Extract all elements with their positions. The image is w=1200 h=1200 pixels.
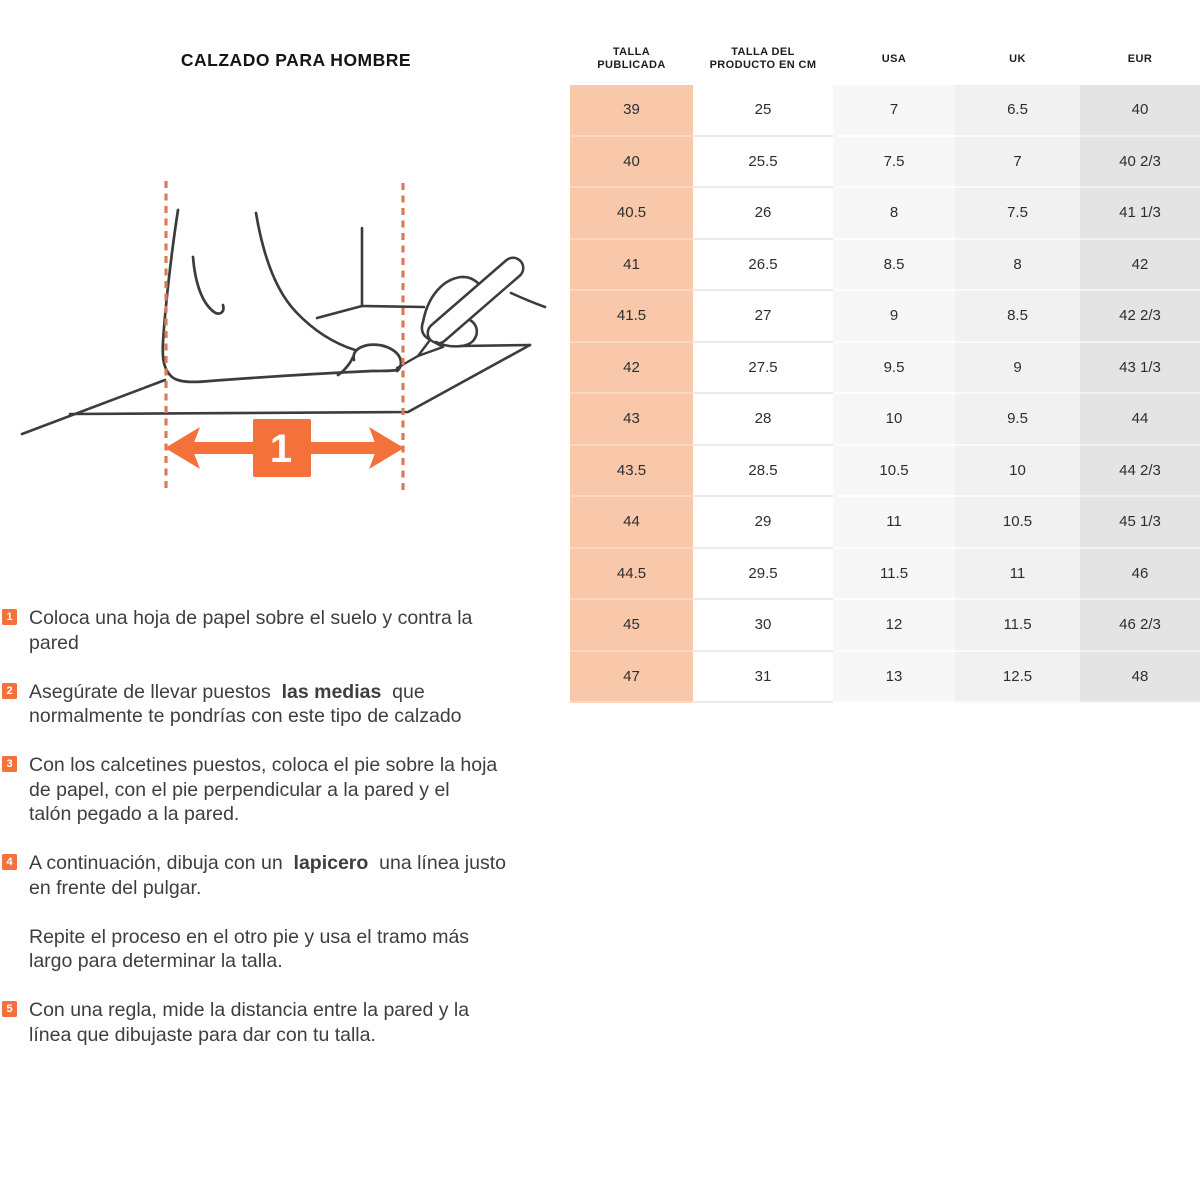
size-cell: 29	[693, 497, 833, 549]
step-number-badge: 1	[2, 609, 17, 625]
size-cell: 28	[693, 394, 833, 446]
size-cell: 40	[1080, 85, 1200, 137]
size-cell: 9	[833, 291, 955, 343]
size-cell: 12	[833, 600, 955, 652]
size-cell: 43	[570, 394, 693, 446]
size-cell: 46 2/3	[1080, 600, 1200, 652]
step-1-badge-number: 1	[269, 427, 293, 471]
size-cell: 12.5	[955, 652, 1080, 704]
size-cell: 9	[955, 343, 1080, 395]
size-cell: 7	[833, 85, 955, 137]
size-row	[570, 446, 1200, 498]
wall-floor-lines	[22, 228, 424, 434]
column-header: EUR	[1127, 52, 1153, 65]
instruction-item	[2, 925, 592, 974]
size-cell: 11.5	[833, 549, 955, 601]
size-row	[570, 343, 1200, 395]
size-cell: 26	[693, 188, 833, 240]
size-cell: 8.5	[833, 240, 955, 292]
size-cell: 10	[955, 446, 1080, 498]
size-conversion-table	[570, 33, 1200, 703]
size-cell: 11	[955, 549, 1080, 601]
size-cell: 7.5	[955, 188, 1080, 240]
measure-arrow	[165, 419, 404, 477]
foot-outline	[163, 210, 401, 382]
instruction-item	[2, 606, 592, 655]
size-cell: 43.5	[570, 446, 693, 498]
size-cell: 41 1/3	[1080, 188, 1200, 240]
size-row	[570, 394, 1200, 446]
size-cell: 40 2/3	[1080, 137, 1200, 189]
size-cell: 27	[693, 291, 833, 343]
instruction-text: Con los calcetines puestos, coloca el pie sobre la hoja de papel, con el pie perpendicular a la pared y el talón pegado a la pared.	[29, 754, 498, 825]
instructions-list	[2, 606, 592, 1072]
size-cell: 8.5	[955, 291, 1080, 343]
size-cell: 11.5	[955, 600, 1080, 652]
size-cell: 47	[570, 652, 693, 704]
size-cell: 6.5	[955, 85, 1080, 137]
size-cell: 9.5	[833, 343, 955, 395]
size-cell: 7	[955, 137, 1080, 189]
size-row	[570, 188, 1200, 240]
size-row	[570, 600, 1200, 652]
size-row	[570, 240, 1200, 292]
size-cell: 11	[833, 497, 955, 549]
instruction-item	[2, 753, 592, 827]
size-cell: 26.5	[693, 240, 833, 292]
size-cell: 46	[1080, 549, 1200, 601]
instruction-item	[2, 851, 592, 900]
size-cell: 9.5	[955, 394, 1080, 446]
step-number-badge: 3	[2, 756, 17, 772]
instruction-text: Repite el proceso en el otro pie y usa el tramo más largo para determinar la talla.	[29, 925, 470, 972]
size-cell: 40.5	[570, 188, 693, 240]
size-cell: 25.5	[693, 137, 833, 189]
size-cell: 27.5	[693, 343, 833, 395]
size-cell: 13	[833, 652, 955, 704]
instruction-text: Con una regla, mide la distancia entre la pared y la línea que dibujaste para dar con tu talla.	[29, 999, 470, 1046]
size-row	[570, 652, 1200, 704]
size-row	[570, 137, 1200, 189]
column-header: USA	[881, 52, 907, 65]
size-cell: 44 2/3	[1080, 446, 1200, 498]
size-cell: 45 1/3	[1080, 497, 1200, 549]
size-cell: 10	[833, 394, 955, 446]
size-cell: 42 2/3	[1080, 291, 1200, 343]
size-row	[570, 497, 1200, 549]
size-cell: 28.5	[693, 446, 833, 498]
page-title: CALZADO PARA HOMBRE	[180, 50, 412, 70]
size-cell: 29.5	[693, 549, 833, 601]
instruction-text: A continuación, dibuja con un lapicero una línea justo en frente del pulgar.	[29, 852, 506, 899]
foot-measurement-illustration	[0, 150, 580, 520]
size-cell: 44	[570, 497, 693, 549]
hand-pencil	[397, 268, 545, 368]
size-row	[570, 549, 1200, 601]
size-cell: 30	[693, 600, 833, 652]
step-number-badge: 5	[2, 1001, 17, 1017]
step-number-badge: 4	[2, 854, 17, 870]
size-cell: 44	[1080, 394, 1200, 446]
size-row	[570, 291, 1200, 343]
size-cell: 10.5	[833, 446, 955, 498]
size-cell: 31	[693, 652, 833, 704]
size-cell: 41	[570, 240, 693, 292]
column-header: TALLA PUBLICADA	[597, 46, 666, 71]
instruction-item	[2, 680, 592, 729]
size-cell: 10.5	[955, 497, 1080, 549]
instruction-item	[2, 998, 592, 1047]
size-table-body	[570, 85, 1200, 703]
step-number-badge: 2	[2, 683, 17, 699]
size-cell: 7.5	[833, 137, 955, 189]
size-cell: 45	[570, 600, 693, 652]
size-cell: 8	[833, 188, 955, 240]
size-table-header	[570, 33, 1200, 85]
column-header: UK	[1009, 52, 1026, 65]
size-cell: 48	[1080, 652, 1200, 704]
size-row	[570, 85, 1200, 137]
size-cell: 42	[1080, 240, 1200, 292]
size-cell: 40	[570, 137, 693, 189]
size-cell: 41.5	[570, 291, 693, 343]
size-cell: 44.5	[570, 549, 693, 601]
column-header: TALLA DEL PRODUCTO EN CM	[709, 46, 817, 71]
paper-outline	[70, 345, 530, 414]
instruction-text: Coloca una hoja de papel sobre el suelo y contra la pared	[29, 607, 473, 654]
size-cell: 43 1/3	[1080, 343, 1200, 395]
size-cell: 25	[693, 85, 833, 137]
instruction-text: Asegúrate de llevar puestos las medias que normalmente te pondrías con este tipo de calzado	[29, 680, 462, 727]
size-cell: 39	[570, 85, 693, 137]
size-cell: 42	[570, 343, 693, 395]
size-cell: 8	[955, 240, 1080, 292]
